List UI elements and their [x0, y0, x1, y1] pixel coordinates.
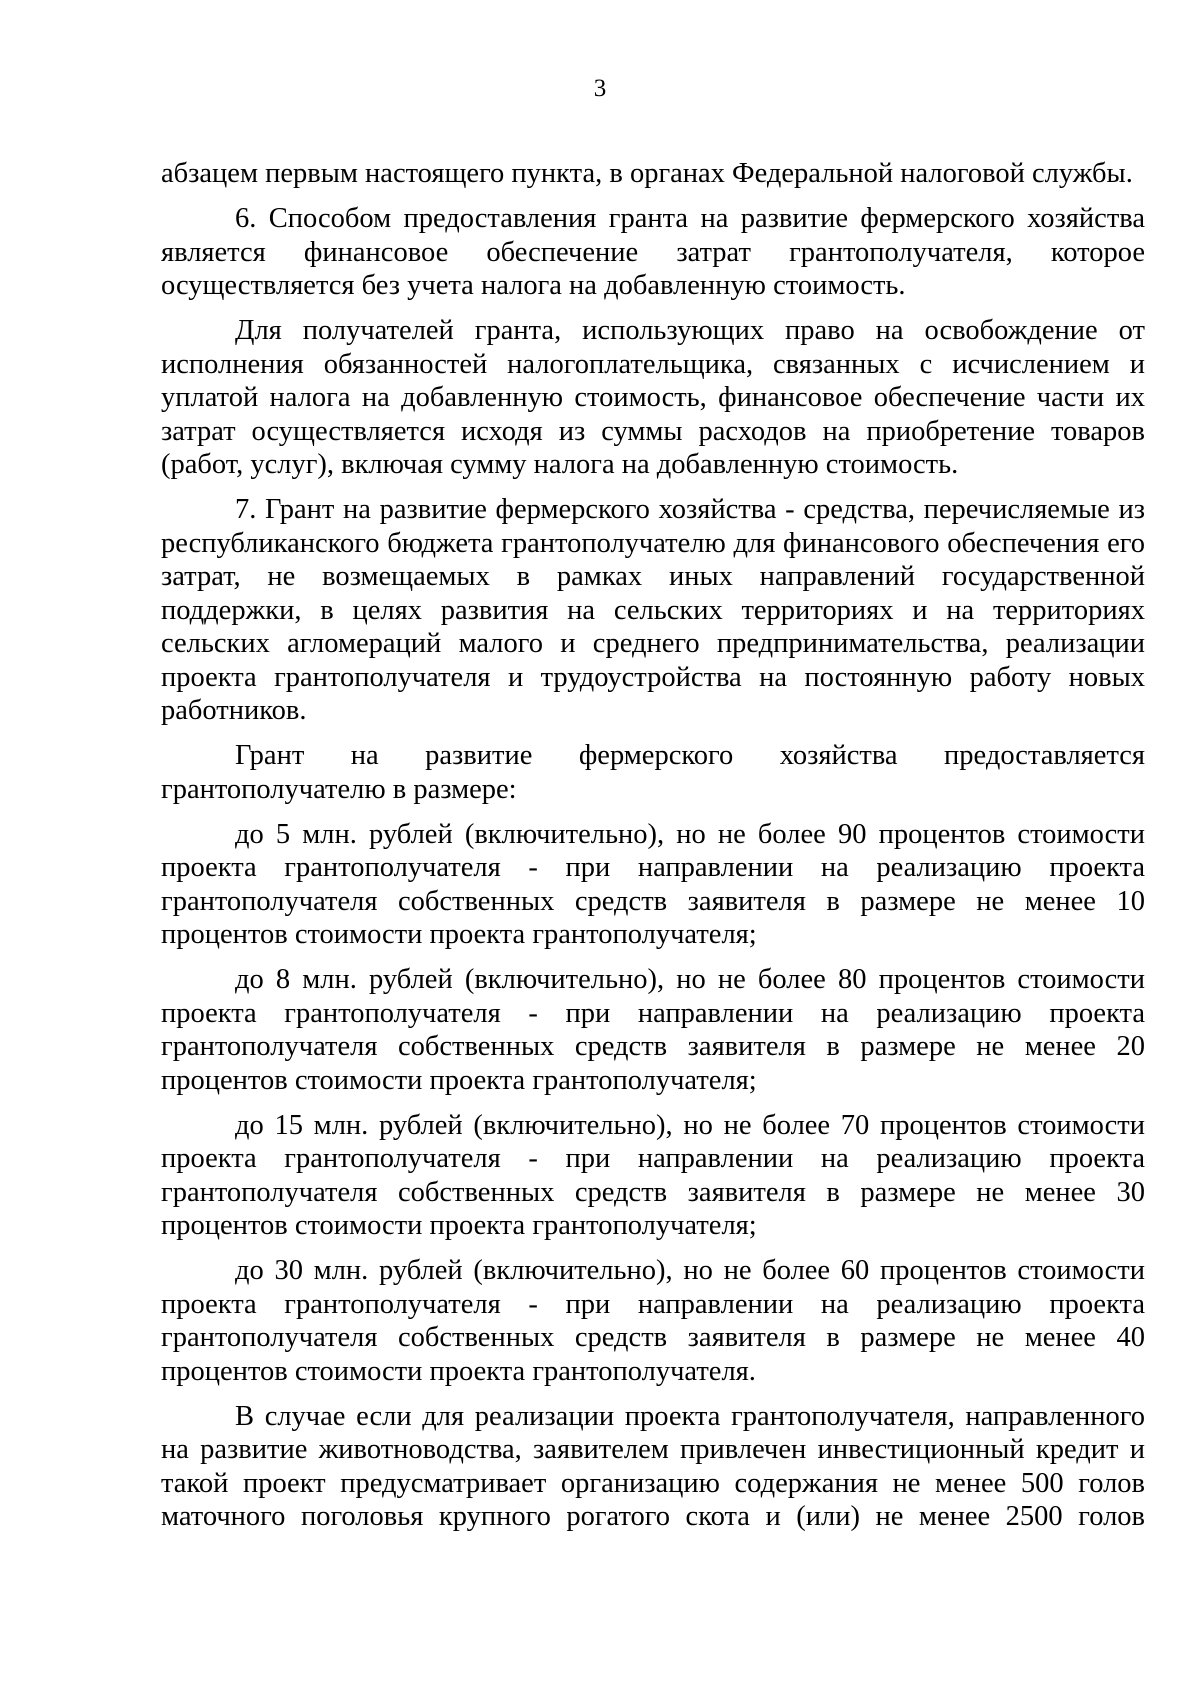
paragraph-livestock-case: В случае если для реализации проекта грантополучателя, направленного на развитие животноводства, заявителем привлечен инвестиционный кредит и такой проект предусматривает организацию содержания не менее 500 голов маточного поголовья крупного рогатого скота и (или) не менее 2500 голов: [161, 1400, 1145, 1532]
paragraph-grant-tier-30m: до 30 млн. рублей (включительно), но не более 60 процентов стоимости проекта грантополучателя - при направлении на реализацию проекта грантополучателя собственных средств заявителя в размере не менее 40 процентов стоимости проекта грантополучателя.: [161, 1255, 1145, 1387]
paragraph-grant-amount-intro: Грант на развитие фермерского хозяйства предоставляется грантополучателю в размере:: [161, 740, 1145, 805]
paragraph-grant-tier-15m: до 15 млн. рублей (включительно), но не более 70 процентов стоимости проекта грантополучателя - при направлении на реализацию проекта грантополучателя собственных средств заявителя в размере не менее 30 процентов стоимости проекта грантополучателя;: [161, 1109, 1145, 1241]
paragraph-item-6: 6. Способом предоставления гранта на развитие фермерского хозяйства является финансовое обеспечение затрат грантополучателя, которое осуществляется без учета налога на добавленную стоимость.: [161, 203, 1145, 301]
paragraph-vat-exemption: Для получателей гранта, использующих право на освобождение от исполнения обязанностей налогоплательщика, связанных с исчислением и уплатой налога на добавленную стоимость, финансовое обеспечение части их затрат осуществляется исходя из суммы расходов на приобретение товаров (работ, услуг), включая сумму налога на добавленную стоимость.: [161, 315, 1145, 480]
page-number: 3: [593, 75, 607, 102]
paragraph-grant-tier-5m: до 5 млн. рублей (включительно), но не более 90 процентов стоимости проекта грантополучателя - при направлении на реализацию проекта грантополучателя собственных средств заявителя в размере не менее 10 процентов стоимости проекта грантополучателя;: [161, 818, 1145, 950]
paragraph-continuation: абзацем первым настоящего пункта, в органах Федеральной налоговой службы.: [161, 158, 1133, 189]
paragraph-item-7: 7. Грант на развитие фермерского хозяйства - средства, перечисляемые из республиканского бюджета грантополучателю для финансового обеспечения его затрат, не возмещаемых в рамках иных направлений государственной поддержки, в целях развития на сельских территориях и на территориях сельских агломераций малого и среднего предпринимательства, реализации проекта грантополучателя и трудоустройства на постоянную работу новых работников.: [161, 494, 1145, 726]
paragraph-grant-tier-8m: до 8 млн. рублей (включительно), но не более 80 процентов стоимости проекта грантополучателя - при направлении на реализацию проекта грантополучателя собственных средств заявителя в размере не менее 20 процентов стоимости проекта грантополучателя;: [161, 964, 1145, 1096]
document-body: [161, 157, 1145, 1545]
